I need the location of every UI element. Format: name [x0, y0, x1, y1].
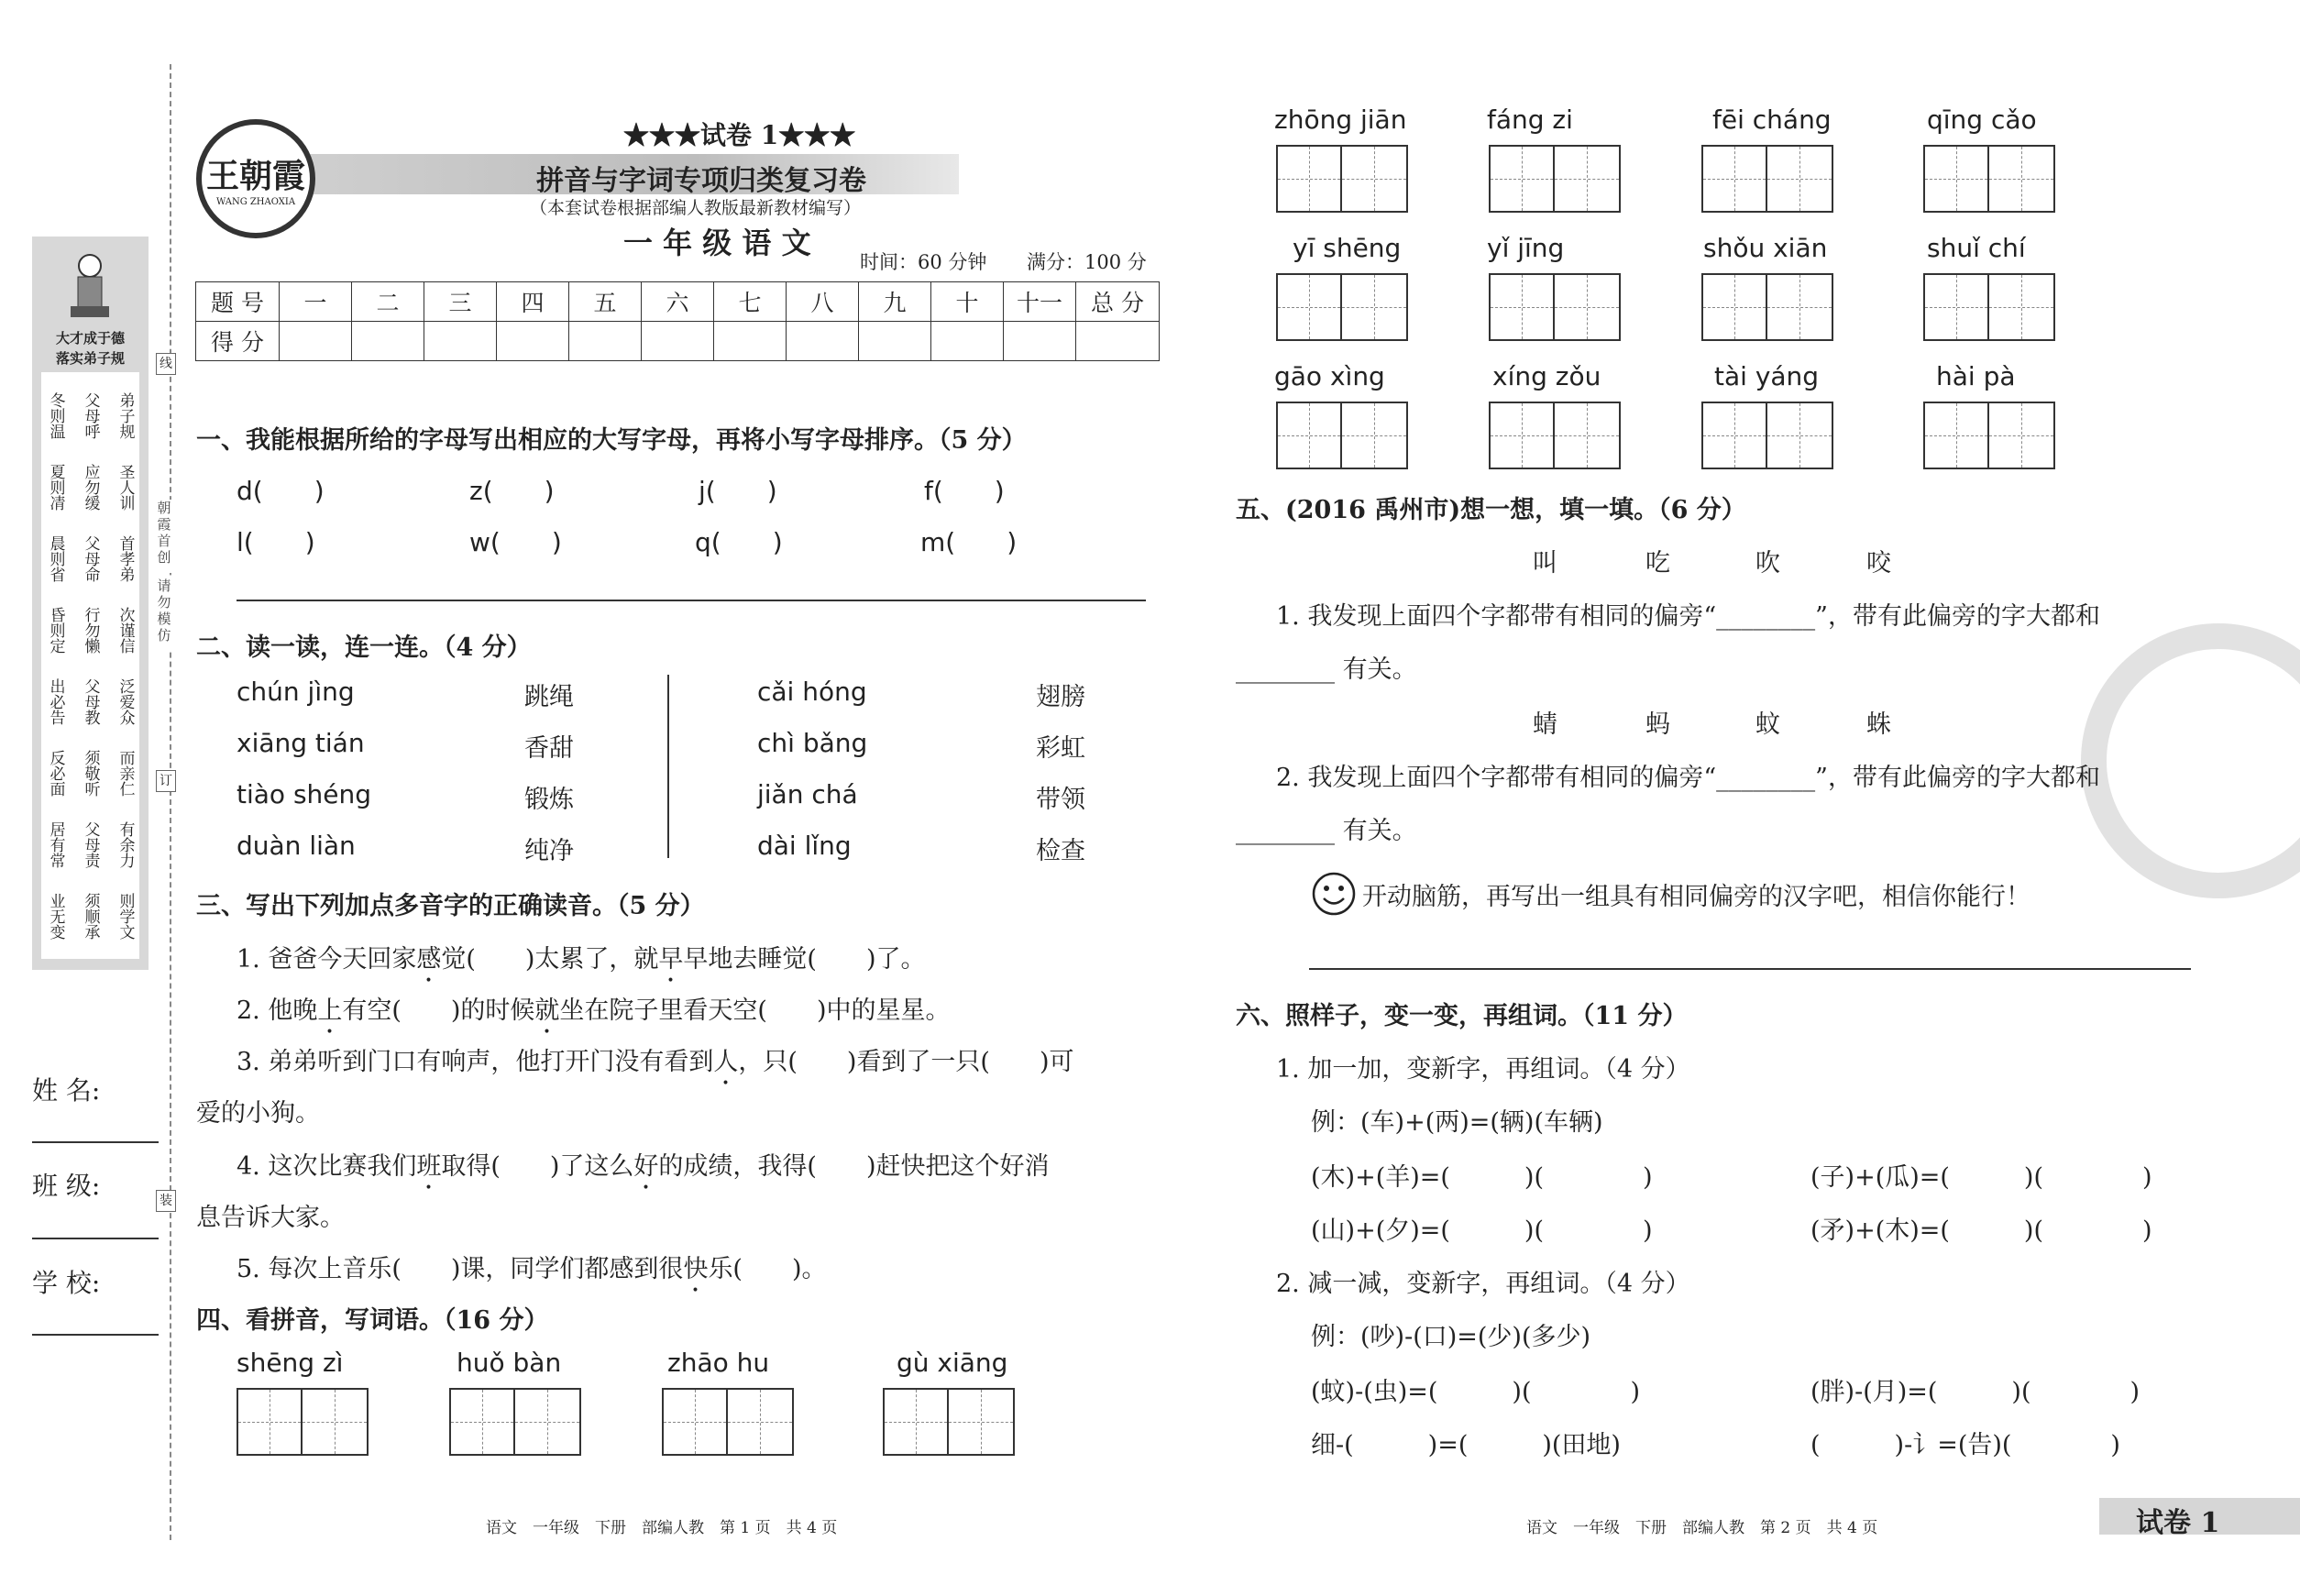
grid-cell[interactable]	[1989, 403, 2053, 468]
grid-cell[interactable]	[451, 1390, 515, 1454]
writing-grid[interactable]	[1489, 273, 1621, 341]
writing-grid[interactable]	[1923, 273, 2055, 341]
writing-grid[interactable]	[1923, 145, 2055, 213]
rule-verse: 居有常	[46, 820, 65, 868]
rule-verse: 行勿懒	[81, 606, 100, 654]
add-question[interactable]: (木)+(羊)=( )( )	[1311, 1163, 1653, 1192]
pinyin-label: xíng zǒu	[1492, 361, 1601, 391]
name-field[interactable]	[32, 1141, 159, 1143]
grid-cell[interactable]	[1491, 403, 1555, 468]
word-item[interactable]: 香甜	[524, 734, 574, 763]
letter-blank[interactable]: l( )	[237, 527, 315, 557]
watermark-seal	[2081, 623, 2300, 898]
writing-grid[interactable]	[1701, 273, 1833, 341]
section-6-title: 六、照样子，变一变，再组词。（11 分）	[1236, 1002, 1688, 1030]
pinyin-label: shǒu xiān	[1703, 233, 1828, 263]
radical-char: 吹	[1755, 549, 1780, 578]
pinyin-label: tài yáng	[1714, 361, 1820, 391]
writing-grid[interactable]	[1489, 145, 1621, 213]
grid-cell[interactable]	[1925, 403, 1989, 468]
grade-title: 一 年 级 语 文	[623, 226, 811, 260]
paper-title: 拼音与字词专项归类复习卷	[536, 165, 866, 197]
letter-blank[interactable]: q( )	[695, 527, 783, 557]
grid-cell[interactable]	[885, 1390, 949, 1454]
pinyin-label: huǒ bàn	[457, 1348, 562, 1378]
question-text: 2. 我发现上面四个字都带有相同的偏旁“________”，带有此偏旁的字大都和	[1276, 764, 2100, 792]
rule-verse: 次谨信	[116, 606, 135, 654]
scholar-icon	[67, 249, 113, 323]
score-header-cell: 四	[497, 282, 569, 322]
word-item[interactable]: 检查	[1036, 837, 1085, 865]
word-item[interactable]: 彩虹	[1036, 734, 1085, 763]
score-table	[195, 281, 1160, 361]
pinyin-item[interactable]: tiào shéng	[237, 779, 372, 809]
rule-verse: 首孝弟	[116, 534, 135, 582]
pinyin-item[interactable]: cǎi hóng	[757, 677, 867, 707]
rule-verse: 反必面	[46, 749, 65, 797]
radical-char: 蜻	[1533, 710, 1557, 739]
rule-verse: 昏则定	[46, 606, 65, 654]
rule-verse: 父母命	[81, 534, 100, 582]
grid-cell[interactable]	[1555, 147, 1619, 211]
motto: 大才成于德 落实弟子规	[55, 330, 125, 367]
binding-mark: 线	[156, 353, 176, 375]
score-cell[interactable]	[280, 322, 352, 361]
dizigui-rules	[41, 372, 139, 959]
grid-cell[interactable]	[1703, 275, 1767, 339]
rule-column	[45, 380, 65, 952]
paper-subtitle: （本套试卷根据部编人教版最新教材编写）	[530, 198, 862, 218]
score-header-cell: 九	[859, 282, 931, 322]
score-header-cell: 十一	[1004, 282, 1076, 322]
add-question[interactable]: (子)+(瓜)=( )( )	[1810, 1163, 2152, 1192]
score-header-cell: 题 号	[196, 282, 280, 322]
section-5-title: 五、(2016 禹州市)想一想，填一填。（6 分）	[1236, 496, 1746, 524]
rule-verse: 须敬听	[81, 749, 100, 797]
rule-column	[115, 380, 135, 952]
score-header-cell: 八	[787, 282, 859, 322]
pinyin-label: yī shēng	[1293, 233, 1402, 263]
binding-mark: 装	[156, 1190, 176, 1212]
grid-cell[interactable]	[1278, 147, 1342, 211]
exam-time: 时间：60 分钟	[860, 251, 987, 273]
question-line[interactable]: 3. 弟弟听到门口有响声，他打开门没有看到人，只( )看到了一只( )可	[237, 1048, 1074, 1076]
letter-blank[interactable]: w( )	[469, 527, 562, 557]
binding-line	[170, 64, 171, 1540]
question-line[interactable]: 4. 这次比赛我们班取得( )了这么好的成绩，我得( )赶快把这个好消	[237, 1152, 1050, 1181]
part-title: 2. 减一减，变新字，再组词。（4 分）	[1276, 1270, 1690, 1298]
question-line[interactable]: 5. 每次上音乐( )课，同学们都感到很快乐( )。	[237, 1255, 827, 1283]
word-item[interactable]: 带领	[1036, 786, 1085, 814]
letter-blank[interactable]: d( )	[237, 476, 325, 506]
example: 例：(吵)-(口)=(少)(多少)	[1311, 1323, 1591, 1351]
score-cell[interactable]	[642, 322, 714, 361]
writing-grid[interactable]	[1923, 402, 2055, 469]
score-cell[interactable]	[497, 322, 569, 361]
word-item[interactable]: 纯净	[524, 837, 574, 865]
side-text: 朝霞首创	[154, 500, 174, 573]
grid-cell[interactable]	[1555, 275, 1619, 339]
side-text: 请勿模仿	[154, 578, 174, 651]
rule-verse: 夏则凊	[46, 463, 65, 511]
writing-grid[interactable]	[449, 1388, 581, 1456]
rule-verse: 须顺承	[81, 892, 100, 940]
word-item[interactable]: 跳绳	[524, 683, 574, 711]
full-score: 满分：100 分	[1027, 251, 1147, 273]
writing-grid[interactable]	[883, 1388, 1015, 1456]
radical-char: 叫	[1533, 549, 1557, 578]
writing-grid[interactable]	[1701, 145, 1833, 213]
score-row-label: 得 分	[196, 322, 280, 361]
question-text: ________ 有关。	[1236, 655, 1417, 684]
example: 例：(车)+(两)=(辆)(车辆)	[1311, 1108, 1603, 1137]
pinyin-item[interactable]: duàn liàn	[237, 831, 356, 861]
grid-cell[interactable]	[1767, 275, 1832, 339]
question-line[interactable]: 息告诉大家。	[196, 1204, 345, 1232]
rule-verse: 应勿缓	[81, 463, 100, 511]
grid-cell[interactable]	[1342, 403, 1406, 468]
logo: 王朝霞 WANG ZHAOXIA	[196, 119, 315, 238]
letter-blank[interactable]: m( )	[920, 527, 1018, 557]
score-cell[interactable]	[714, 322, 787, 361]
rule-verse: 泛爱众	[116, 677, 135, 725]
divider	[667, 675, 669, 858]
rule-verse: 有余力	[116, 820, 135, 868]
page-footer: 语文 一年级 下册 部编人教 第 2 页 共 4 页	[1526, 1519, 1878, 1537]
add-question[interactable]: (山)+(夕)=( )( )	[1311, 1216, 1653, 1245]
pinyin-label: shēng zì	[237, 1348, 344, 1378]
pinyin-item[interactable]: jiǎn chá	[757, 779, 858, 809]
grid-cell[interactable]	[1989, 147, 2053, 211]
section-1-title: 一、我能根据所给的字母写出相应的大写字母，再将小写字母排序。（5 分）	[196, 426, 1027, 455]
pinyin-label: hài pà	[1936, 361, 2016, 391]
score-cell[interactable]	[1004, 322, 1076, 361]
grid-cell[interactable]	[1278, 403, 1342, 468]
question-line[interactable]: 1. 爸爸今天回家感觉( )太累了，就早早地去睡觉( )了。	[237, 945, 926, 974]
pinyin-item[interactable]: xiāng tián	[237, 728, 365, 758]
rule-verse: 晨则省	[46, 534, 65, 582]
score-header-cell: 十	[931, 282, 1004, 322]
grid-cell[interactable]	[1767, 403, 1832, 468]
letter-blank[interactable]: z( )	[469, 476, 555, 506]
word-item[interactable]: 翅膀	[1036, 683, 1085, 711]
part-title: 1. 加一加，变新字，再组词。（4 分）	[1276, 1055, 1690, 1084]
rule-verse: 圣人训	[116, 463, 135, 511]
radical-char: 蚂	[1645, 710, 1670, 739]
smiley-icon	[1311, 871, 1357, 917]
pinyin-label: shuǐ chí	[1927, 233, 2026, 263]
rule-verse: 父母呼	[81, 391, 100, 439]
score-cell[interactable]	[424, 322, 497, 361]
rule-verse: 业无变	[46, 892, 65, 940]
answer-line[interactable]	[237, 600, 1146, 601]
rule-verse: 出必告	[46, 677, 65, 725]
pinyin-label: gù xiāng	[897, 1348, 1008, 1378]
score-header-cell: 一	[280, 282, 352, 322]
grid-cell[interactable]	[303, 1390, 367, 1454]
score-cell[interactable]	[787, 322, 859, 361]
score-header-cell: 三	[424, 282, 497, 322]
pinyin-label: fáng zi	[1487, 105, 1573, 135]
page-tag: 试卷 1	[2136, 1507, 2220, 1539]
rule-column	[80, 380, 100, 952]
subtract-question[interactable]: ( )-讠=(告)( )	[1810, 1431, 2120, 1459]
grid-cell[interactable]	[728, 1390, 792, 1454]
score-cell[interactable]	[352, 322, 424, 361]
grid-cell[interactable]	[1555, 403, 1619, 468]
extra-question: 开动脑筋，再写出一组具有相同偏旁的汉字吧，相信你能行！	[1362, 883, 2030, 911]
score-cell[interactable]	[931, 322, 1004, 361]
pinyin-label: zhōng jiān	[1274, 105, 1407, 135]
school-field[interactable]	[32, 1334, 159, 1336]
letter-blank[interactable]: j( )	[699, 476, 777, 506]
score-header-cell: 二	[352, 282, 424, 322]
page-footer: 语文 一年级 下册 部编人教 第 1 页 共 4 页	[486, 1519, 838, 1537]
grid-cell[interactable]	[1491, 147, 1555, 211]
score-header-cell: 七	[714, 282, 787, 322]
pinyin-item[interactable]: dài lǐng	[757, 831, 852, 861]
grid-cell[interactable]	[1278, 275, 1342, 339]
pinyin-label: gāo xìng	[1274, 361, 1385, 391]
school-label: 学 校:	[32, 1268, 101, 1298]
name-label: 姓 名:	[32, 1075, 101, 1106]
question-line[interactable]: 2. 他晚上有空( )的时候就坐在院子里看天空( )中的星星。	[237, 996, 951, 1025]
section-4-title: 四、看拼音，写词语。（16 分）	[196, 1306, 549, 1335]
letter-blank[interactable]: f( )	[924, 476, 1005, 506]
question-text: ________ 有关。	[1236, 817, 1417, 845]
binding-mark: 订	[156, 770, 176, 792]
pinyin-label: zhāo hu	[667, 1348, 770, 1378]
score-header-cell: 总 分	[1076, 282, 1160, 322]
grid-cell[interactable]	[1989, 275, 2053, 339]
writing-grid[interactable]	[1489, 402, 1621, 469]
grid-cell[interactable]	[1342, 275, 1406, 339]
score-header-cell: 六	[642, 282, 714, 322]
writing-grid[interactable]	[1276, 273, 1408, 341]
writing-grid[interactable]	[1701, 402, 1833, 469]
rule-verse: 则学文	[116, 892, 135, 940]
score-cell[interactable]	[569, 322, 642, 361]
radical-char: 吃	[1645, 549, 1670, 578]
score-header-cell: 五	[569, 282, 642, 322]
writing-grid[interactable]	[237, 1388, 369, 1456]
radical-char: 蛛	[1866, 710, 1891, 739]
grid-cell[interactable]	[664, 1390, 728, 1454]
grid-cell[interactable]	[515, 1390, 579, 1454]
grid-cell[interactable]	[1925, 275, 1989, 339]
radical-char: 蚊	[1755, 710, 1780, 739]
word-item[interactable]: 锻炼	[524, 786, 574, 814]
class-label: 班 级:	[32, 1171, 101, 1201]
rule-verse: 父母责	[81, 820, 100, 868]
grid-cell[interactable]	[1703, 403, 1767, 468]
score-cell[interactable]	[1076, 322, 1160, 361]
grid-cell[interactable]	[1491, 275, 1555, 339]
writing-grid[interactable]	[662, 1388, 794, 1456]
radical-char: 咬	[1866, 549, 1891, 578]
section-3-title: 三、写出下列加点多音字的正确读音。（5 分）	[196, 892, 705, 920]
pinyin-label: fēi cháng	[1712, 105, 1832, 135]
grid-cell[interactable]	[949, 1390, 1013, 1454]
grid-cell[interactable]	[1925, 147, 1989, 211]
rule-verse: 冬则温	[46, 391, 65, 439]
section-2-title: 二、读一读，连一连。（4 分）	[196, 633, 532, 662]
rule-verse: 弟子规	[116, 391, 135, 439]
writing-grid[interactable]	[1276, 402, 1408, 469]
score-cell[interactable]	[859, 322, 931, 361]
pinyin-label: qīng cǎo	[1927, 105, 2037, 135]
pinyin-label: yǐ jīng	[1487, 233, 1565, 263]
add-question[interactable]: (矛)+(木)=( )( )	[1810, 1216, 2152, 1245]
question-text: 1. 我发现上面四个字都带有相同的偏旁“________”，带有此偏旁的字大都和	[1276, 602, 2100, 631]
series-label: ★★★试卷 1★★★	[623, 120, 856, 150]
subtract-question[interactable]: (蚊)-(虫)=( )( )	[1311, 1378, 1641, 1406]
subtract-question[interactable]: (胖)-(月)=( )( )	[1810, 1378, 2140, 1406]
rule-verse: 而亲仁	[116, 749, 135, 797]
writing-grid[interactable]	[1276, 145, 1408, 213]
grid-cell[interactable]	[1342, 147, 1406, 211]
grid-cell[interactable]	[238, 1390, 303, 1454]
rule-verse: 父母教	[81, 677, 100, 725]
grid-cell[interactable]	[1767, 147, 1832, 211]
class-field[interactable]	[32, 1238, 159, 1239]
binding-strip	[32, 237, 149, 970]
grid-cell[interactable]	[1703, 147, 1767, 211]
question-line[interactable]: 爱的小狗。	[196, 1099, 320, 1128]
pinyin-item[interactable]: chún jìng	[237, 677, 355, 707]
subtract-question[interactable]: 细-( )=( )(田地)	[1311, 1431, 1621, 1459]
answer-line[interactable]	[1309, 968, 2191, 970]
pinyin-item[interactable]: chì bǎng	[757, 728, 868, 758]
